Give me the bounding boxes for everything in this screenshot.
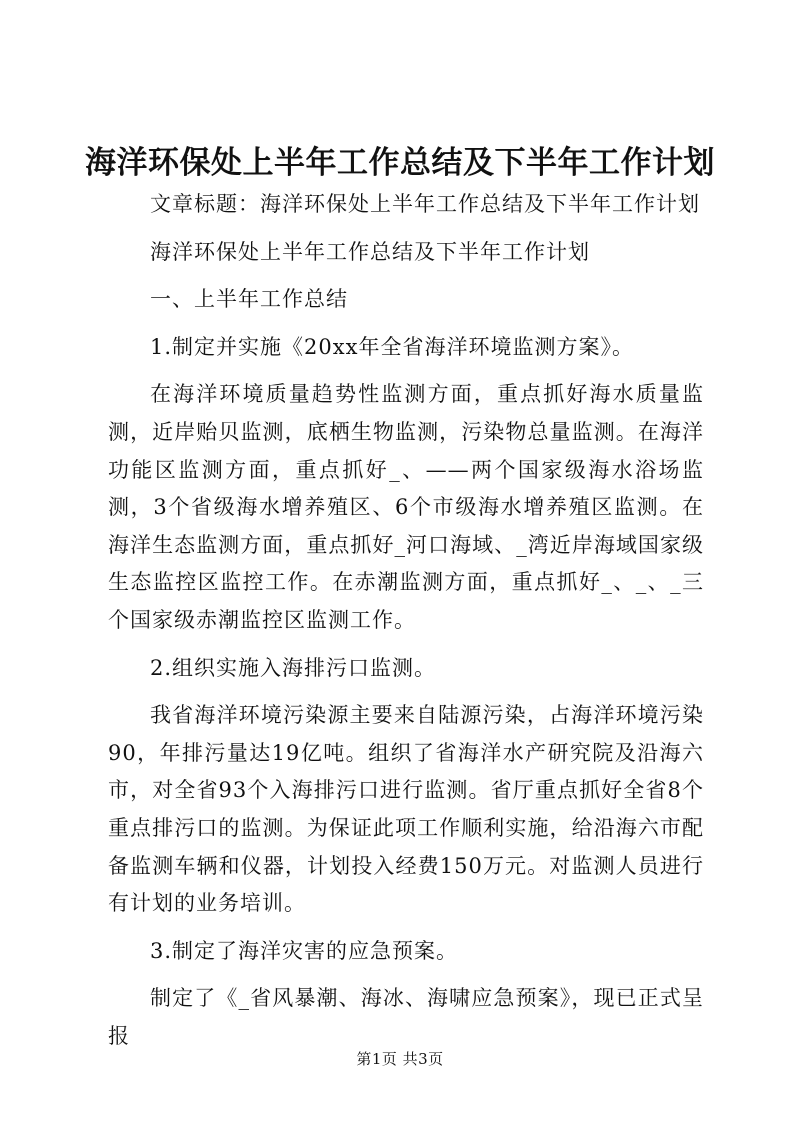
item-heading: 2.组织实施入海排污口监测。 — [150, 655, 437, 680]
item-heading: 3.制定了海洋灾害的应急预案。 — [150, 938, 459, 963]
body-paragraph: 我省海洋环境污染源主要来自陆源污染，占海洋环境污染90，年排污量达19亿吨。组织了省海洋水产研究院及沿海六市，对全省93个入海排污口进行监测。省厅重点抓好全省8个重点排污口的监测。为保证此项工作顺利实施，给沿海六市配备监测车辆和仪器，计划投入经费150万元。对监测人员进行有计划的业务培训。 — [108, 703, 704, 916]
document-body — [108, 186, 704, 1065]
section-heading: 一、上半年工作总结 — [150, 287, 348, 312]
body-paragraph: 制定了《_省风暴潮、海冰、海啸应急预案》，现已正式呈报 — [108, 986, 704, 1048]
item-heading: 1.制定并实施《20xx年全省海洋环境监测方案》。 — [150, 334, 634, 359]
document-title: 海洋环保处上半年工作总结及下半年工作计划 — [85, 145, 715, 181]
page-footer: 第1页 共3页 — [356, 1050, 444, 1068]
article-title-line: 文章标题：海洋环保处上半年工作总结及下半年工作计划 — [150, 192, 700, 216]
body-paragraph: 在海洋环境质量趋势性监测方面，重点抓好海水质量监测，近岸贻贝监测，底栖生物监测，污染物总量监测。在海洋功能区监测方面，重点抓好_、——两个国家级海水浴场监测，3个省级海水增养殖区、6个市级海水增养殖区监测。在海洋生态监测方面，重点抓好_河口海域、_湾近岸海域国家级生态监控区监控工作。在赤潮监测方面，重点抓好_、_、_三个国家级赤潮监控区监测工作。 — [108, 382, 704, 632]
subtitle-line: 海洋环保处上半年工作总结及下半年工作计划 — [150, 239, 590, 264]
